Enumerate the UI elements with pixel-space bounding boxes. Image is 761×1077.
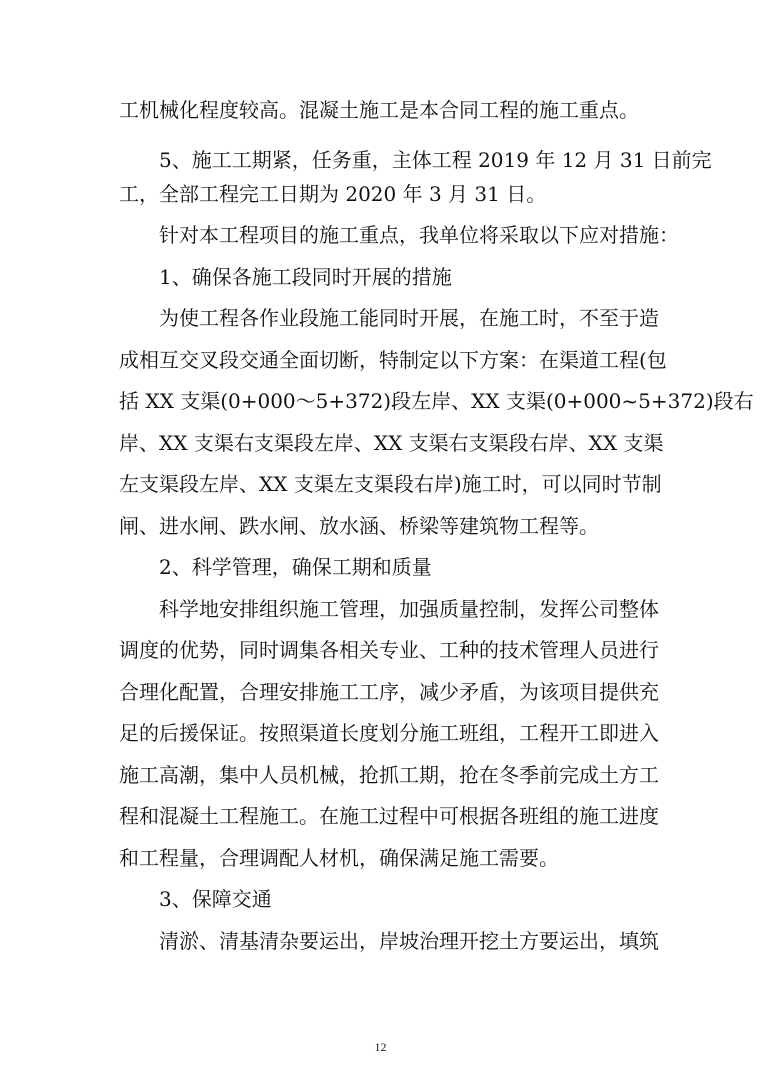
text-line: 2、科学管理，确保工期和质量 [159,555,432,579]
text-line: 清淤、清基清杂要运出，岸坡治理开挖土方要运出，填筑 [159,929,659,953]
page-number: 12 [374,1040,387,1054]
text-line: 1、确保各施工段同时开展的措施 [159,265,452,289]
text-line: 括 XX 支渠(0+000～5+372)段左岸、XX 支渠(0+000~5+372)段右 [119,389,754,413]
text-line: 程和混凝土工程施工。在施工过程中可根据各班组的施工进度 [119,804,659,828]
text-line: 足的后援保证。按照渠道长度划分施工班组，工程开工即进入 [119,721,659,745]
text-line: 施工高潮，集中人员机械，抢抓工期，抢在冬季前完成土方工 [119,763,659,787]
text-line: 针对本工程项目的施工重点，我单位将采取以下应对措施： [159,223,679,247]
text-line: 合理化配置，合理安排施工工序，减少矛盾，为该项目提供充 [119,680,659,704]
text-line: 5、施工工期紧，任务重，主体工程 2019 年 12 月 31 日前完 [159,148,712,172]
text-line: 工机械化程度较高。混凝土施工是本合同工程的施工重点。 [119,98,639,122]
text-line: 为使工程各作业段施工能同时开展，在施工时，不至于造 [159,306,659,330]
text-line: 3、保障交通 [159,887,272,911]
text-line: 左支渠段左岸、XX 支渠左支渠段右岸)施工时，可以同时节制 [119,472,662,496]
text-line: 岸、XX 支渠右支渠段左岸、XX 支渠右支渠段右岸、XX 支渠 [119,431,664,455]
text-line: 科学地安排组织施工管理，加强质量控制，发挥公司整体 [159,597,659,621]
text-line: 和工程量，合理调配人材机，确保满足施工需要。 [119,846,559,870]
text-line: 闸、进水闸、跌水闸、放水涵、桥梁等建筑物工程等。 [119,514,599,538]
text-line: 成相互交叉段交通全面切断，特制定以下方案：在渠道工程(包 [119,348,667,372]
text-line: 调度的优势，同时调集各相关专业、工种的技术管理人员进行 [119,638,659,662]
text-line: 工，全部工程完工日期为 2020 年 3 月 31 日。 [119,182,547,206]
